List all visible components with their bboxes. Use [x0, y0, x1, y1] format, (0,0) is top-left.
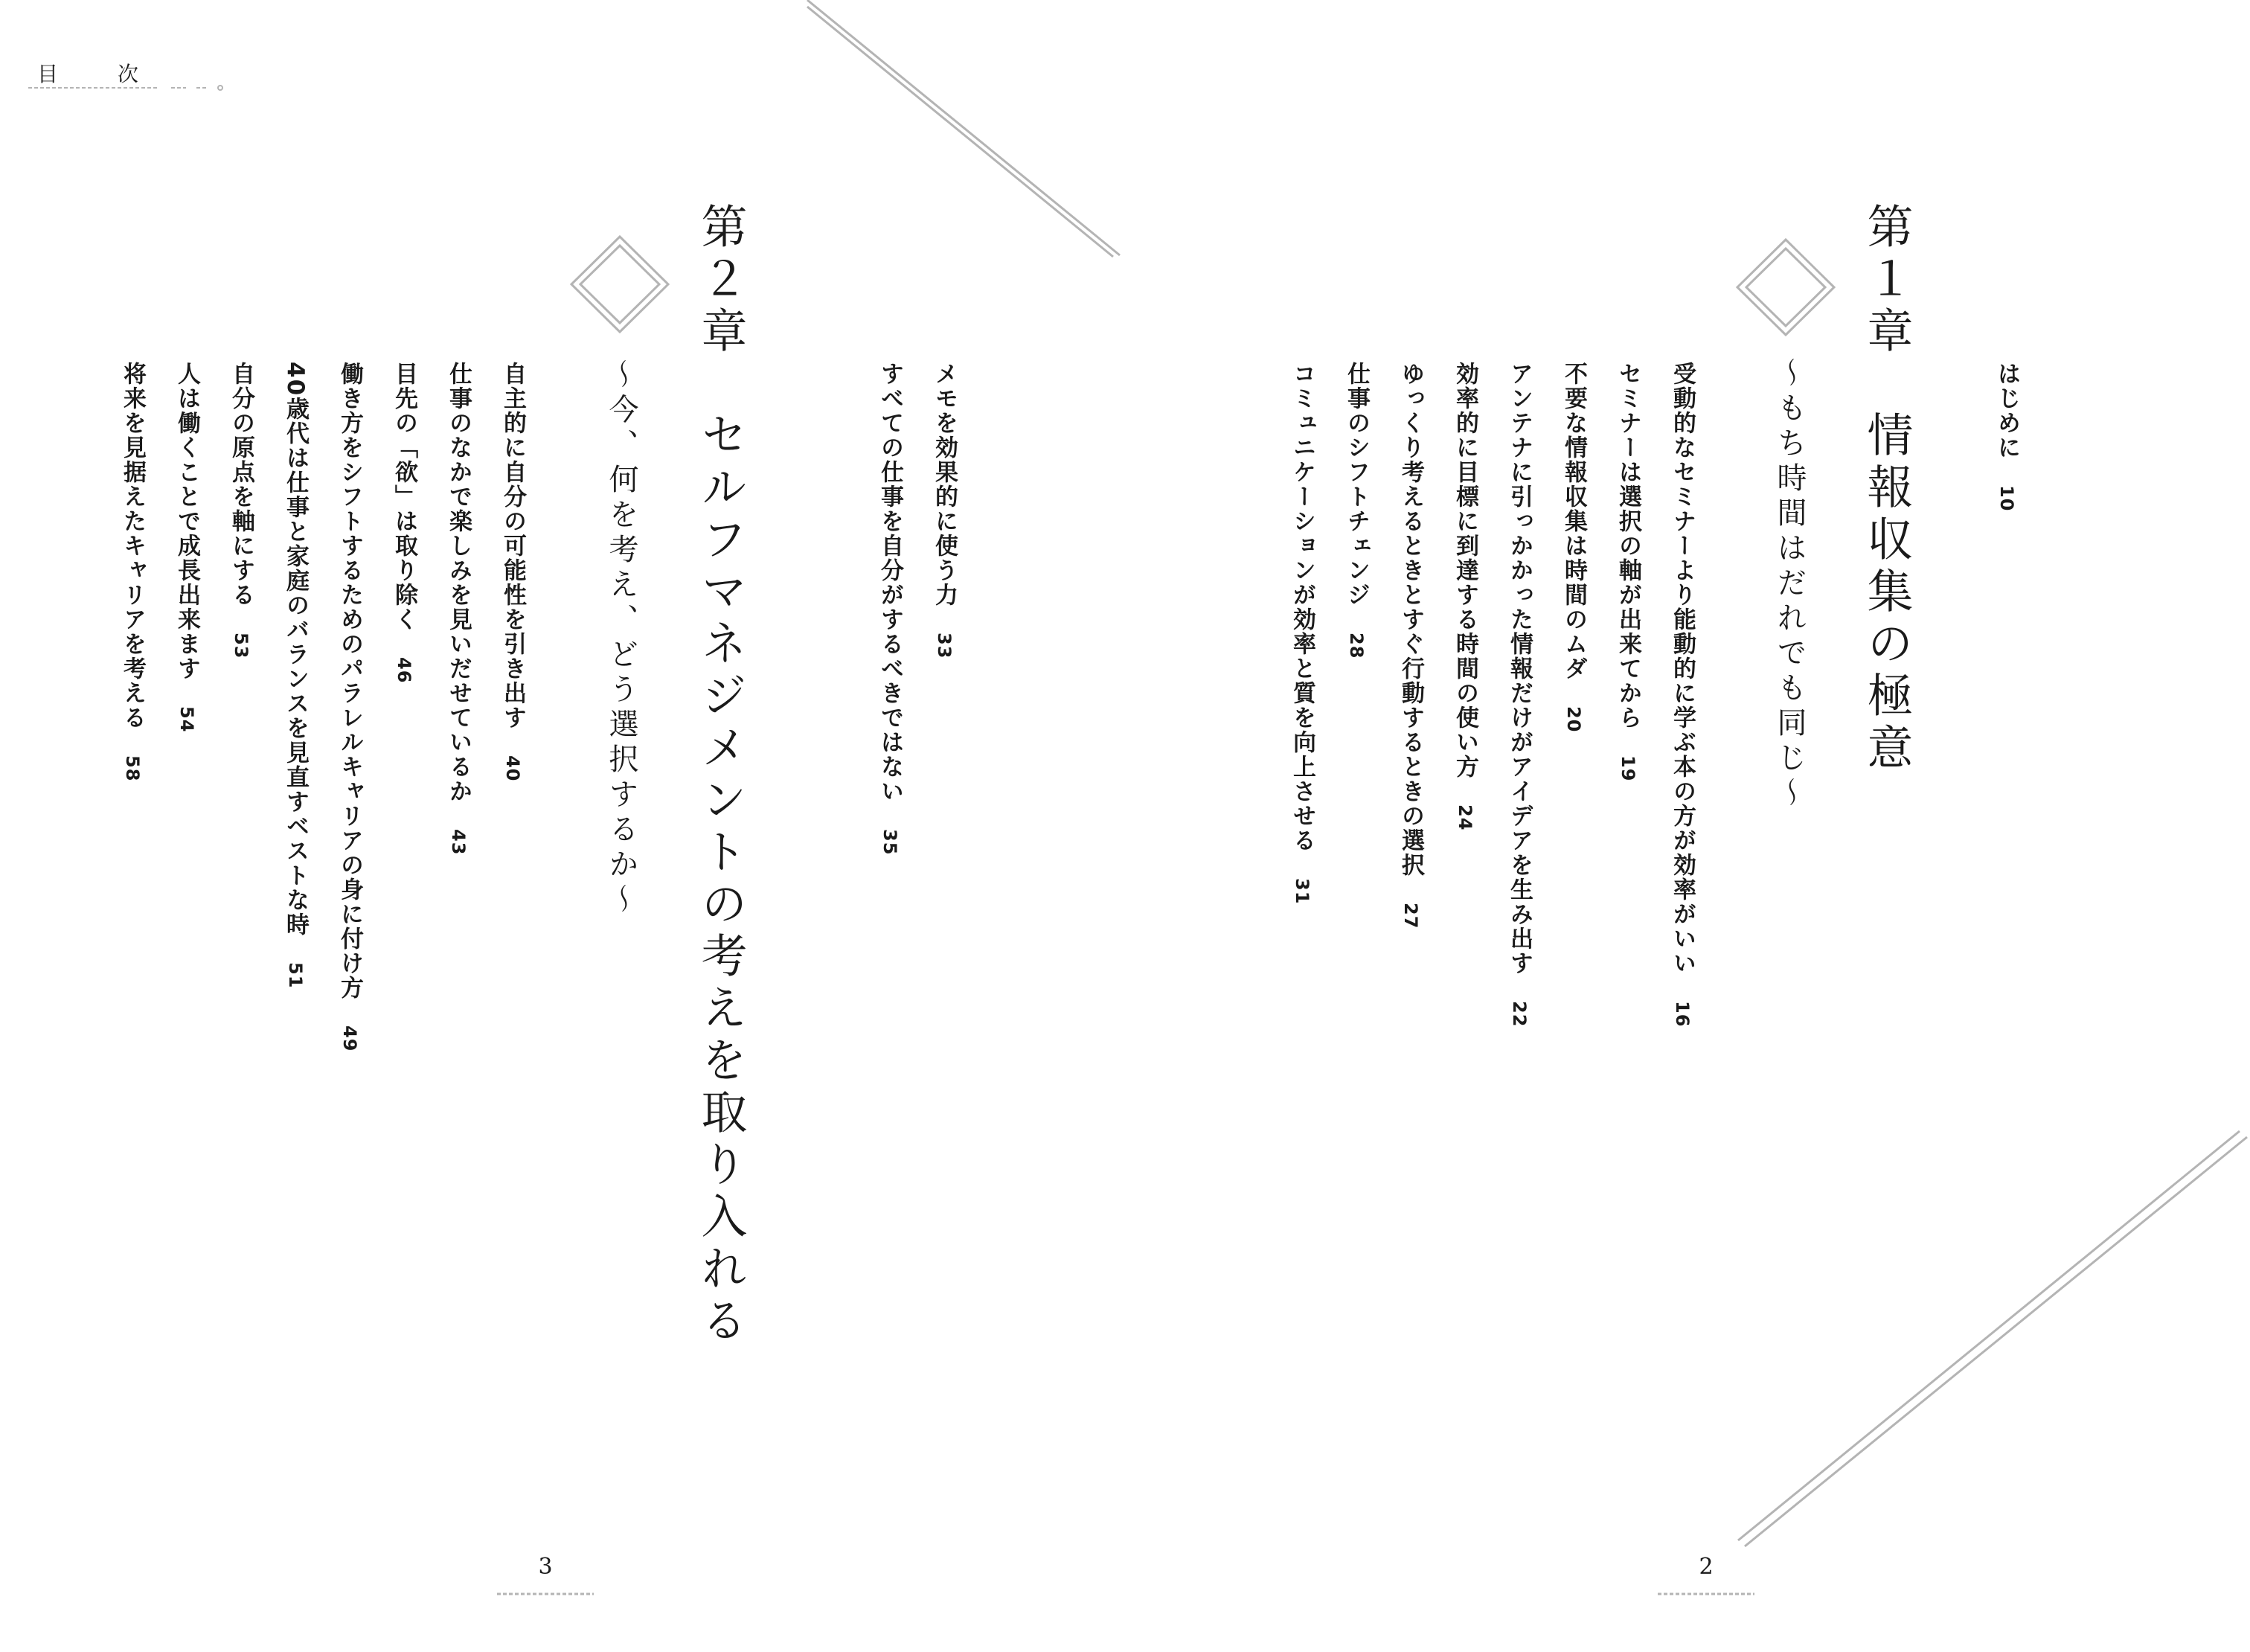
toc-entry-label: 不要な情報収集は時間のムダ: [1560, 362, 1587, 681]
toc-entry-label: 人は働くことで成長出来ます: [173, 362, 200, 681]
toc-entry-label: コミュニケーションが効率と質を向上させる: [1289, 362, 1315, 853]
toc-entry-label: 仕事のなかで楽しみを見いだせているか: [445, 362, 472, 804]
toc-entry-page: 51: [285, 962, 306, 989]
toc-entry[interactable]: [1453, 362, 1476, 830]
toc-entry-page: 54: [176, 706, 197, 733]
toc-entry[interactable]: [878, 362, 901, 855]
toc-entry-page: 19: [1618, 755, 1638, 782]
toc-entry[interactable]: [1562, 362, 1585, 732]
toc-entry-page: 20: [1563, 706, 1584, 733]
chapter-1-subtitle: 〜もち時間はだれでも同じ〜: [1772, 357, 1807, 812]
toc-entry-page: 16: [1672, 1001, 1693, 1028]
toc-entry-label: 目先の「欲」は取り除く: [391, 362, 417, 632]
toc-entry-label: すべての仕事を自分がするべきではない: [876, 362, 903, 804]
toc-entry[interactable]: [445, 362, 472, 856]
toc-entry[interactable]: [283, 362, 307, 989]
toc-entry-label: 仕事のシフトチェンジ: [1343, 362, 1370, 607]
toc-entry-page: 33: [934, 633, 955, 659]
toc-entry-page: 31: [1292, 878, 1312, 905]
toc-entry[interactable]: [1344, 362, 1368, 659]
toc-entry-label: 自主的に自分の可能性を引き出す: [499, 362, 526, 730]
toc-entry-page: 46: [394, 657, 414, 684]
toc-entry[interactable]: [338, 362, 361, 1051]
toc-entry-page: 43: [448, 829, 469, 856]
toc-entry-label: 40歳代は仕事と家庭のバランスを見直すベストな時: [282, 362, 309, 938]
toc-entry-page: 28: [1346, 633, 1367, 659]
toc-entry-label: アンテナに引っかかった情報だけがアイデアを生み出す: [1506, 362, 1533, 976]
running-head: 目 次: [37, 62, 158, 86]
chapter-1-title: 第１章 情報収集の極意: [1859, 202, 1914, 775]
toc-entry-page: 24: [1455, 804, 1475, 831]
chapter-2-subtitle: 〜今、何を考え、どう選択するか〜: [604, 359, 638, 918]
diamond-ornament-chapter2: [571, 237, 668, 332]
chapter-2-title: 第２章 セルフマネジメントの考えを取り入れる: [693, 202, 748, 1348]
toc-entry[interactable]: [392, 362, 415, 683]
toc-entry-page: 53: [231, 633, 251, 659]
toc-entry-intro[interactable]: [1995, 362, 2018, 511]
toc-entry[interactable]: [175, 362, 198, 732]
toc-entry-label: 自分の原点を軸にする: [228, 362, 254, 607]
toc-entry[interactable]: [1290, 362, 1313, 904]
page-number-left: 3: [538, 1554, 553, 1580]
toc-entry-page: 40: [502, 755, 523, 782]
diagonal-line-top-inner: [807, 7, 1113, 257]
diagonal-line-top: [807, 0, 1120, 255]
toc-entry-page: 35: [879, 829, 900, 856]
toc-entry-label: メモを効果的に使う力: [931, 362, 958, 607]
toc-entry-page: 49: [339, 1025, 360, 1052]
toc-entry-page: 58: [122, 755, 143, 782]
page-number-right: 2: [1699, 1554, 1714, 1580]
toc-entry[interactable]: [1616, 362, 1639, 781]
toc-entry-label: セミナーは選択の軸が出来てから: [1615, 362, 1641, 730]
toc-entry-label: 受動的なセミナーより能動的に学ぶ本の方が効率がいい: [1669, 362, 1696, 976]
diagonal-line-bottom: [1738, 1131, 2240, 1540]
toc-entry[interactable]: [121, 362, 144, 781]
toc-entry[interactable]: [1507, 362, 1531, 1027]
toc-entry[interactable]: [501, 362, 524, 781]
toc-entry-label: 働き方をシフトするためのパラレルキャリアの身に付け方: [336, 362, 363, 1000]
diamond-ornament-chapter1: [1737, 240, 1834, 335]
toc-entry[interactable]: [931, 362, 958, 659]
diagonal-line-bottom-inner: [1745, 1137, 2247, 1546]
toc-entry-page: 10: [1996, 485, 2017, 512]
toc-entry-page: 22: [1509, 1001, 1530, 1028]
toc-entry-page: 27: [1400, 903, 1421, 929]
toc-entry[interactable]: [1399, 362, 1422, 929]
toc-entry[interactable]: [229, 362, 252, 659]
toc-entry-label: 効率的に目標に到達する時間の使い方: [1452, 362, 1478, 779]
toc-entry-label: ゆっくり考えるときとすぐ行動するときの選択: [1397, 362, 1424, 877]
toc-entry-label: 将来を見据えたキャリアを考える: [119, 362, 146, 730]
toc-entry-label: はじめに: [1993, 362, 2020, 460]
toc-entry[interactable]: [1669, 362, 1696, 1028]
